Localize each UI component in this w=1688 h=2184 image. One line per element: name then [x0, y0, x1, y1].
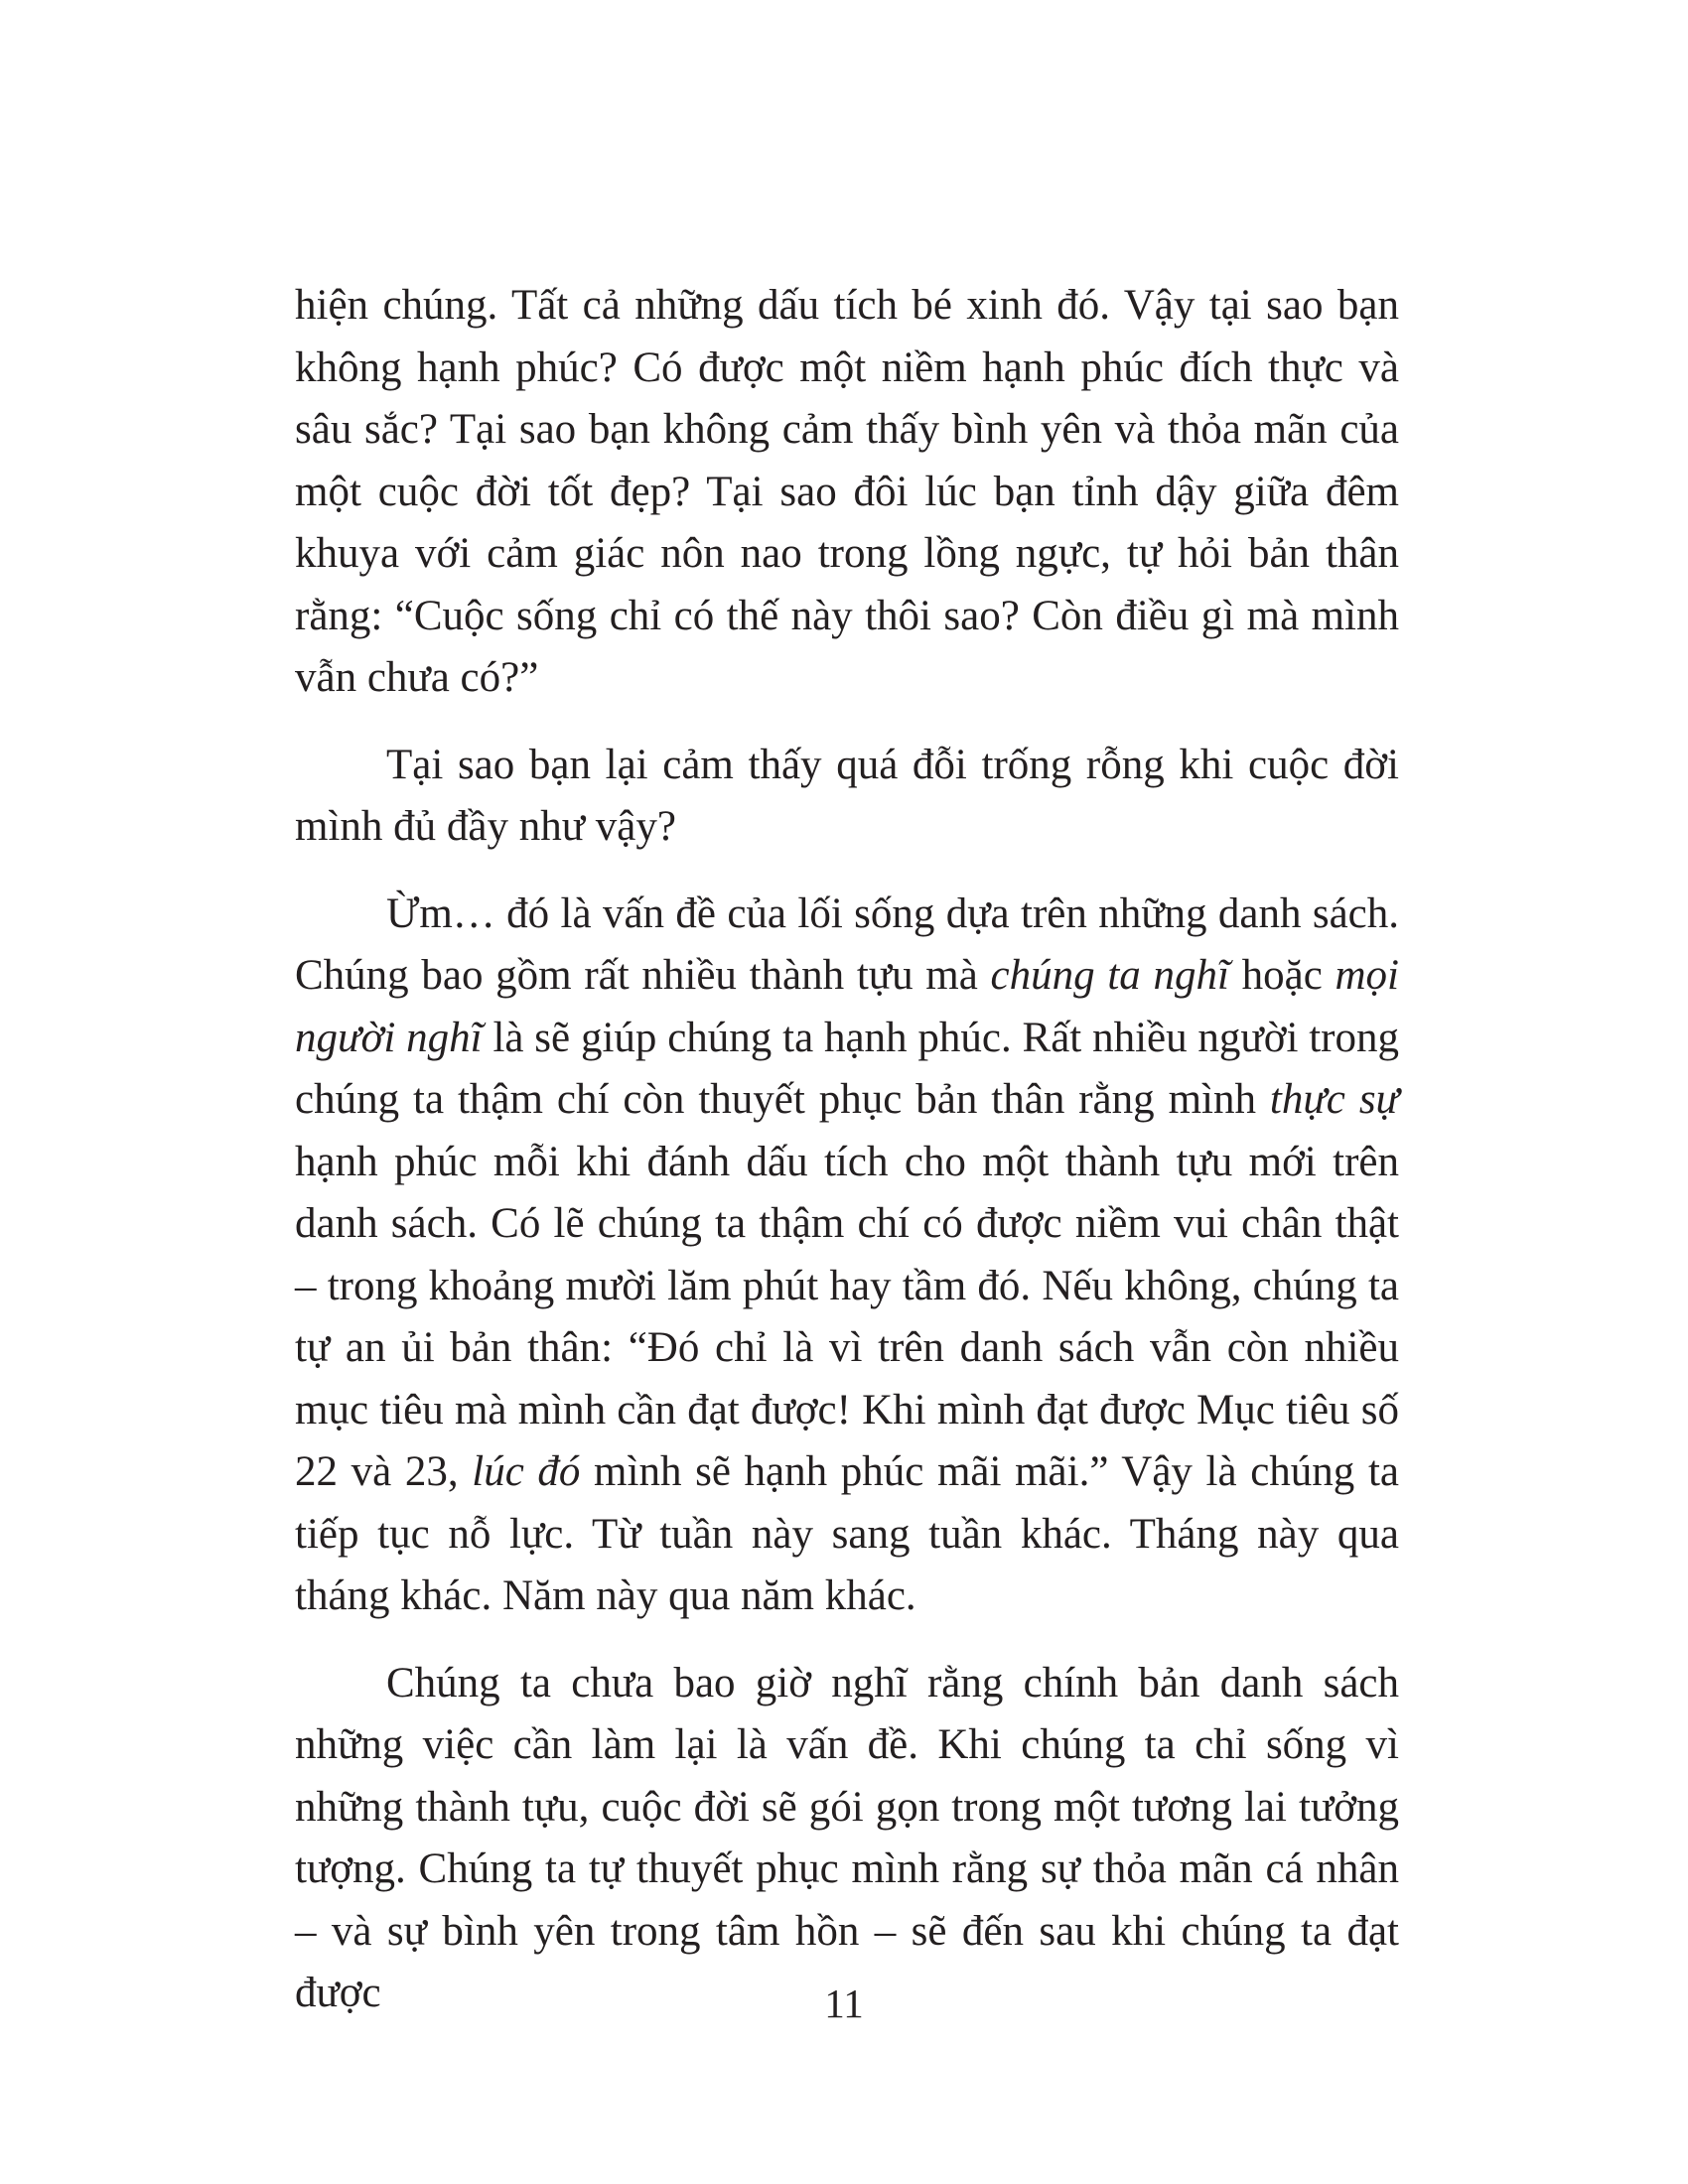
paragraph-3-italic-4: lúc đó: [472, 1448, 581, 1495]
paragraph-3-italic-2: mọi người nghĩ: [295, 952, 1399, 1061]
paragraph-3-text-2: hoặc: [1228, 952, 1336, 999]
page-number: 11: [824, 1980, 864, 2026]
paragraph-3-text-5: mình sẽ hạnh phúc mãi mãi.” Vậy là chúng ta tiếp tục nỗ lực. Từ tuần này sang tuần khác. Tháng này qua tháng khác. Năm này qua năm khác.: [295, 1448, 1399, 1619]
paragraph-2: [295, 735, 1399, 859]
paragraph-4-text: Chúng ta chưa bao giờ nghĩ rằng chính bản danh sách những việc cần làm lại là vấn đề. Khi chúng ta chỉ sống vì những thành tựu, cuộc đời sẽ gói gọn trong một tương lai tưởng tượng. Chúng ta tự thuyết phục mình rằng sự thỏa mãn cá nhân – và sự bình yên trong tâm hồn – sẽ đến sau khi chúng ta đạt được: [295, 1659, 1399, 2016]
paragraph-1: [295, 275, 1399, 710]
paragraph-3-text-4: hạnh phúc mỗi khi đánh dấu tích cho một thành tựu mới trên danh sách. Có lẽ chúng ta thậm chí có được niềm vui chân thật – trong khoảng mười lăm phút hay tầm đó. Nếu không, chúng ta tự an ủi bản thân: “Đó chỉ là vì trên danh sách vẫn còn nhiều mục tiêu mà mình cần đạt được! Khi mình đạt được Mục tiêu số 22 và 23,: [295, 1138, 1399, 1495]
paragraph-3-text-1: Ừm… đó là vấn đề của lối sống dựa trên những danh sách. Chúng bao gồm rất nhiều thành tựu mà: [295, 889, 1399, 999]
paragraph-2-text: Tại sao bạn lại cảm thấy quá đỗi trống rỗng khi cuộc đời mình đủ đầy như vậy?: [295, 741, 1399, 850]
paragraph-3: [295, 884, 1399, 1628]
paragraph-1-text: hiện chúng. Tất cả những dấu tích bé xinh đó. Vậy tại sao bạn không hạnh phúc? Có được một niềm hạnh phúc đích thực và sâu sắc? Tại sao bạn không cảm thấy bình yên và thỏa mãn của một cuộc đời tốt đẹp? Tại sao đôi lúc bạn tỉnh dậy giữa đêm khuya với cảm giác nôn nao trong lồng ngực, tự hỏi bản thân rằng: “Cuộc sống chỉ có thế này thôi sao? Còn điều gì mà mình vẫn chưa có?”: [295, 282, 1399, 701]
paragraph-4: [295, 1653, 1399, 2025]
paragraph-3-italic-3: thực sự: [1269, 1076, 1400, 1123]
paragraph-3-text-3: là sẽ giúp chúng ta hạnh phúc. Rất nhiều người trong chúng ta thậm chí còn thuyết phục bản thân rằng mình: [295, 1014, 1400, 1123]
paragraph-3-italic-1: chúng ta nghĩ: [990, 952, 1229, 999]
page-body: [295, 275, 1399, 2025]
